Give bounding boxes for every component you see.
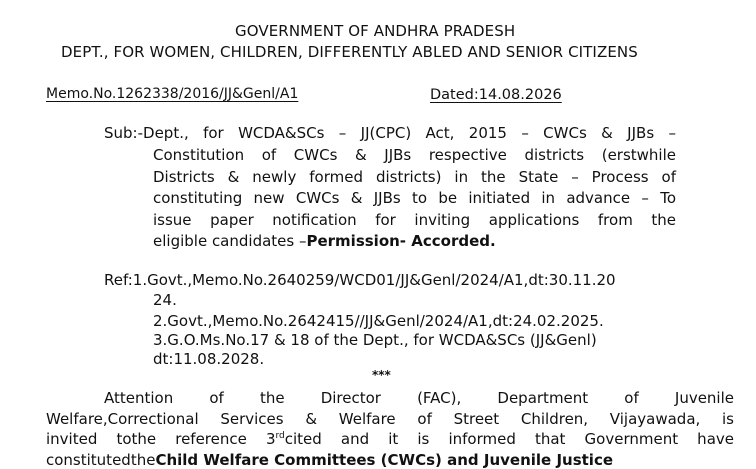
body-line: Welfare,Correctional Services & Welfare of Street Children, Vijayawada, is <box>46 410 734 428</box>
ordinal-suffix: rd <box>275 431 285 441</box>
subject-line: Districts & newly formed districts) in the State – Process of <box>153 168 676 186</box>
body-line <box>46 430 734 448</box>
subject-emphasis: Permission- Accorded. <box>306 232 496 250</box>
body-text: constitutedthe <box>46 451 156 469</box>
body-text: invited tothe reference 3 <box>46 430 276 448</box>
subject-line: constituting new CWCs & JJBs to be initiated in advance – To <box>153 189 676 207</box>
reference-line: Ref:1.Govt.,Memo.No.2640259/WCD01/JJ&Genl/2024/A1,dt:30.11.20 <box>104 271 616 289</box>
body-text: cited and it is informed that Government have <box>284 430 734 448</box>
memo-date: Dated:14.08.2026 <box>430 87 562 103</box>
subject-line <box>153 232 496 250</box>
subject-line: Constitution of CWCs & JJBs respective districts (erstwhile <box>153 146 676 164</box>
reference-line: 2.Govt.,Memo.No.2642415//JJ&Genl/2024/A1,dt:24.02.2025. <box>153 312 604 330</box>
government-title: GOVERNMENT OF ANDHRA PRADESH <box>235 22 516 40</box>
subject-line: issue paper notification for inviting applications from the <box>153 211 676 229</box>
section-separator: *** <box>372 368 391 382</box>
body-line <box>46 451 613 469</box>
reference-line: 3.G.O.Ms.No.17 & 18 of the Dept., for WCDA&SCs (JJ&Genl) <box>153 331 597 349</box>
subject-text: eligible candidates – <box>153 232 307 250</box>
reference-line: 24. <box>153 291 177 309</box>
body-line: Attention of the Director (FAC), Department of Juvenile <box>104 389 734 407</box>
memo-number: Memo.No.1262338/2016/JJ&Genl/A1 <box>46 86 299 102</box>
subject-line: Sub:-Dept., for WCDA&SCs – JJ(CPC) Act, 2015 – CWCs & JJBs – <box>104 124 676 142</box>
reference-line: dt:11.08.2028. <box>153 350 265 368</box>
department-title: DEPT., FOR WOMEN, CHILDREN, DIFFERENTLY ABLED AND SENIOR CITIZENS <box>61 43 638 61</box>
body-emphasis: Child Welfare Committees (CWCs) and Juvenile Justice <box>155 451 614 469</box>
